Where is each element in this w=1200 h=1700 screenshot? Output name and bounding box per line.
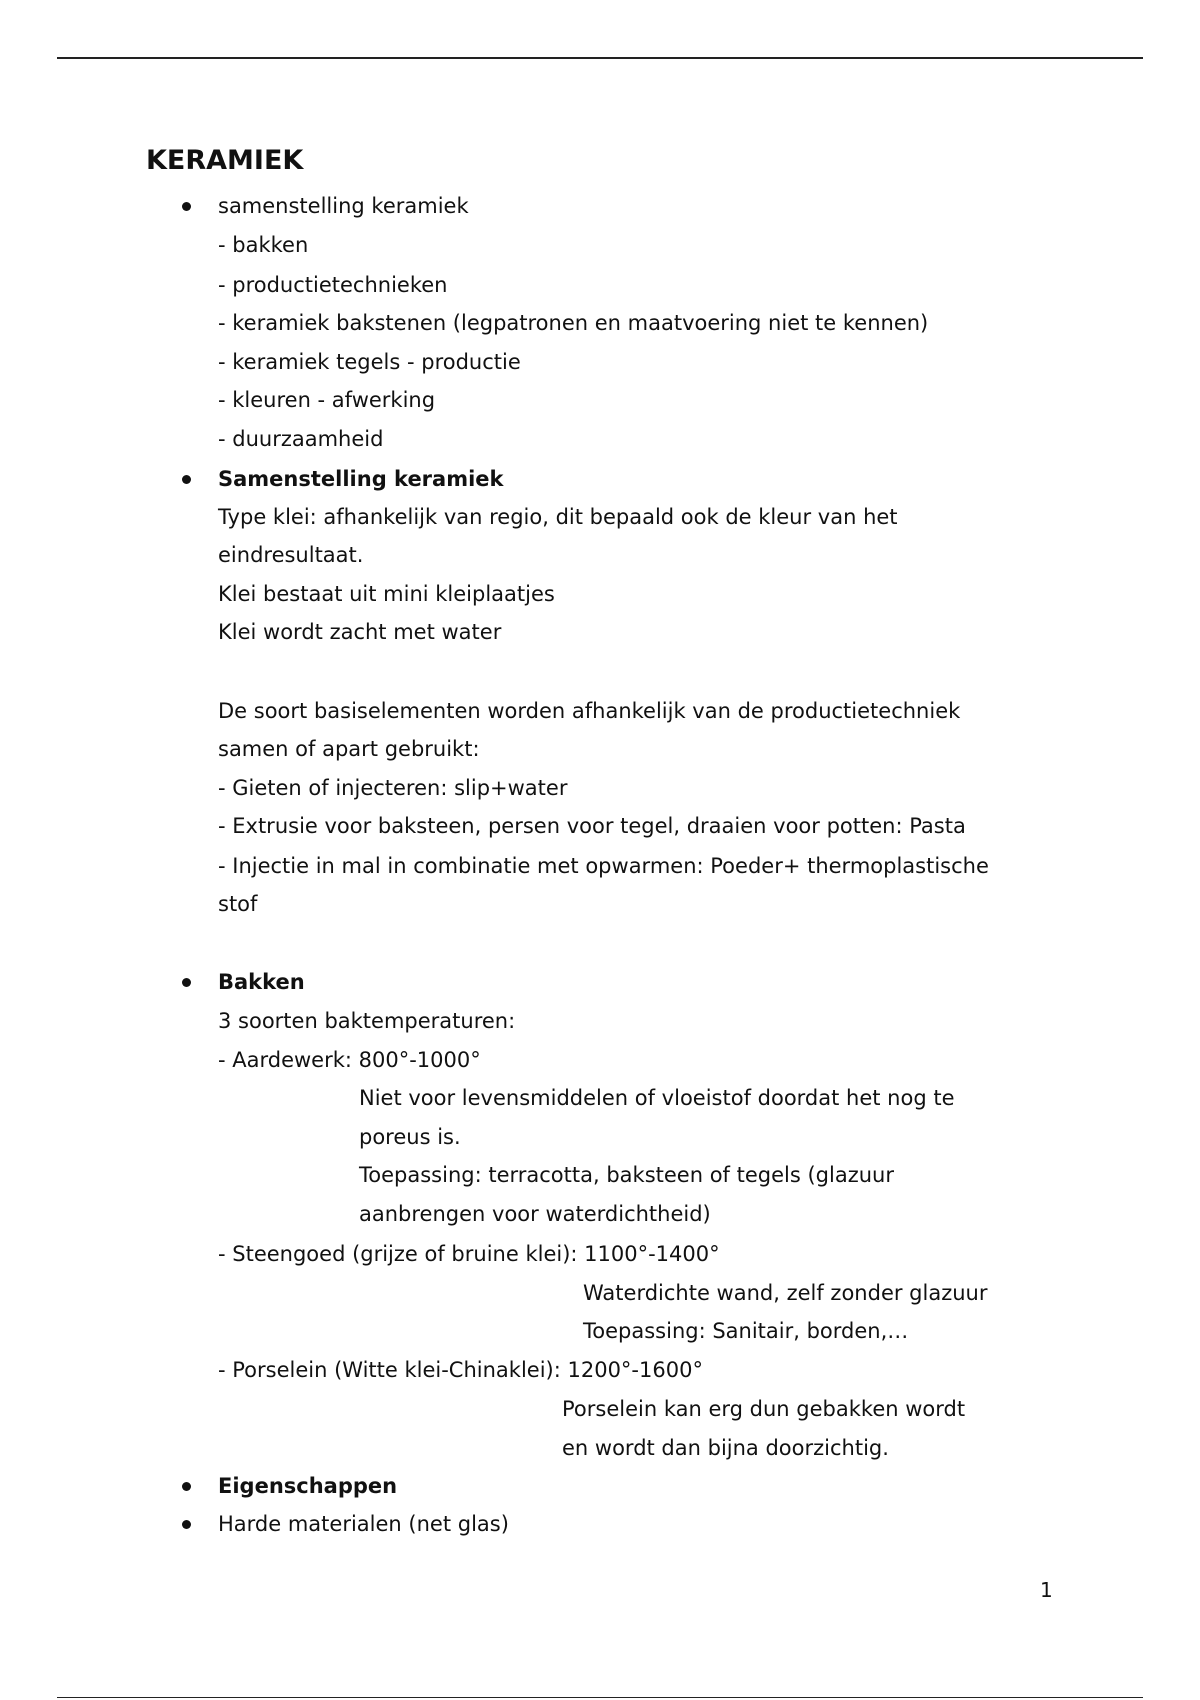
body-line: samen of apart gebruikt:: [218, 737, 480, 761]
body-line: stof: [218, 892, 258, 916]
bullet-icon: [182, 1520, 191, 1529]
overview-item: - keramiek bakstenen (legpatronen en maatvoering niet te kennen): [218, 311, 929, 335]
aardewerk-detail: aanbrengen voor waterdichtheid): [359, 1202, 711, 1226]
aardewerk-detail: poreus is.: [359, 1125, 461, 1149]
section-heading-eigenschappen: Eigenschappen: [218, 1474, 398, 1498]
body-line: - Gieten of injecteren: slip+water: [218, 776, 568, 800]
footer-rule: [57, 1697, 1143, 1698]
body-line: De soort basiselementen worden afhankelijk van de productietechniek: [218, 699, 961, 723]
overview-item: - keramiek tegels - productie: [218, 350, 521, 374]
steengoed-detail: Toepassing: Sanitair, borden,…: [583, 1319, 909, 1343]
bullet-icon: [182, 1482, 191, 1491]
bullet-icon: [182, 978, 191, 987]
body-line: eindresultaat.: [218, 543, 364, 567]
porselein-detail: Porselein kan erg dun gebakken wordt: [562, 1397, 966, 1421]
body-line: - Injectie in mal in combinatie met opwarmen: Poeder+ thermoplastische: [218, 854, 989, 878]
steengoed-detail: Waterdichte wand, zelf zonder glazuur: [583, 1281, 988, 1305]
eigenschappen-item: Harde materialen (net glas): [218, 1512, 509, 1536]
aardewerk-detail: Toepassing: terracotta, baksteen of tegels (glazuur: [359, 1163, 894, 1187]
header-rule: [57, 57, 1143, 59]
section-heading-samenstelling: Samenstelling keramiek: [218, 467, 504, 491]
page-title: KERAMIEK: [146, 145, 304, 176]
body-line: Type klei: afhankelijk van regio, dit bepaald ook de kleur van het: [218, 505, 898, 529]
bullet-icon: [182, 475, 191, 484]
page-number: 1: [1040, 1578, 1053, 1602]
porselein-label: - Porselein (Witte klei-Chinaklei): 1200°-1600°: [218, 1358, 703, 1382]
overview-item: - duurzaamheid: [218, 427, 384, 451]
body-line: Klei wordt zacht met water: [218, 620, 502, 644]
overview-item: - bakken: [218, 233, 309, 257]
section-heading-bakken: Bakken: [218, 970, 305, 994]
steengoed-label: - Steengoed (grijze of bruine klei): 1100°-1400°: [218, 1242, 720, 1266]
porselein-detail: en wordt dan bijna doorzichtig.: [562, 1436, 889, 1460]
body-line: Klei bestaat uit mini kleiplaatjes: [218, 582, 555, 606]
overview-item: - productietechnieken: [218, 273, 448, 297]
overview-item: - kleuren - afwerking: [218, 388, 436, 412]
bullet-icon: [182, 202, 191, 211]
overview-heading: samenstelling keramiek: [218, 194, 469, 218]
aardewerk-detail: Niet voor levensmiddelen of vloeistof doordat het nog te: [359, 1086, 955, 1110]
body-line: - Extrusie voor baksteen, persen voor tegel, draaien voor potten: Pasta: [218, 814, 966, 838]
aardewerk-label: - Aardewerk: 800°-1000°: [218, 1048, 481, 1072]
body-line: 3 soorten baktemperaturen:: [218, 1009, 516, 1033]
